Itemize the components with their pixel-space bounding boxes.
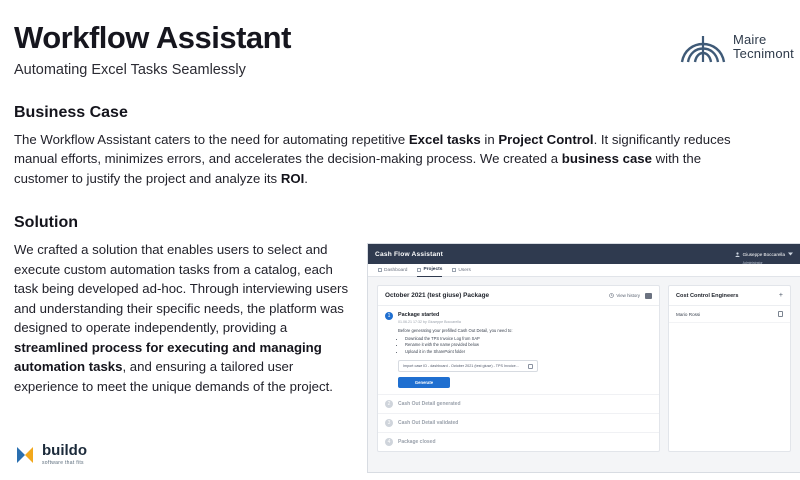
user-menu[interactable] [735, 243, 793, 265]
step-3-title: Cash Out Detail validated [398, 420, 459, 427]
projects-icon [417, 268, 421, 272]
tab-dashboard[interactable] [378, 268, 407, 273]
view-history-label: View history [616, 293, 640, 298]
generate-button[interactable]: Generate [398, 377, 450, 388]
solution-heading: Solution [14, 214, 78, 232]
step-4-index: 4 [385, 438, 393, 446]
company-logo [680, 30, 794, 64]
cost-control-title: Cost Control Engineers [676, 292, 739, 299]
step-2-index: 2 [385, 400, 393, 408]
step-1-bullet-1: • Download the TPS Invoice Log from SAP [405, 336, 538, 343]
step-1-bullet-2: • Rename it with the name provided below [405, 342, 538, 349]
users-icon [452, 268, 456, 272]
step-1-bullet-3: • Upload it in the SharePoint folder [405, 349, 538, 356]
panel-empty-space [669, 323, 790, 385]
dashboard-icon [378, 268, 382, 272]
step-1-index: 1 [385, 312, 393, 320]
engineer-row [669, 306, 790, 323]
delete-icon[interactable] [778, 311, 783, 317]
app-tabs [368, 264, 800, 277]
file-name-value: Import case ID - dashboard - October 2021 (test giuse) - TPS Invoice... [403, 364, 519, 369]
package-step-1 [378, 306, 659, 395]
tab-dashboard-label: Dashboard [384, 267, 408, 273]
page-title: Workflow Assistant [14, 20, 291, 55]
tab-users[interactable] [452, 268, 471, 273]
step-1-bullets [405, 336, 538, 356]
view-history-link[interactable] [609, 293, 640, 298]
tab-users-label: Users [458, 267, 471, 273]
package-header [378, 286, 659, 306]
logo-line-1: Maire [732, 31, 767, 47]
folder-icon[interactable] [645, 293, 652, 299]
package-step-2 [378, 395, 659, 414]
tab-projects[interactable] [417, 264, 442, 277]
package-panel [377, 285, 660, 452]
user-role: Administrator [742, 261, 763, 265]
logo-line-2: Tecnimont [732, 46, 794, 61]
step-1-timestamp: 01.06.21 17:32 by Giuseppe Boccarella [398, 319, 461, 324]
attachment-icon[interactable] [528, 364, 533, 369]
step-1-note: Before generating your prefilled Cash Out Detail, you need to: [398, 327, 513, 333]
user-icon [735, 252, 740, 257]
buildo-logo [14, 443, 87, 466]
app-topbar [368, 244, 800, 264]
step-1-title: Package started [398, 312, 440, 318]
step-3-index: 3 [385, 419, 393, 427]
business-case-paragraph: The Workflow Assistant caters to the need for automating repetitive Excel tasks in Project Control. It significantly reduces manual efforts, minimizes errors, and accelerates the decision-making process. We created a business case with the customer to justify the project and analyze its ROI. [14, 131, 731, 186]
cost-control-panel [668, 285, 791, 452]
user-name: Giuseppe Boccarella [742, 252, 785, 257]
step-2-title: Cash Out Detail generated [398, 401, 461, 408]
buildo-tagline: software that fits [42, 460, 84, 466]
tab-projects-label: Projects [423, 267, 443, 272]
history-icon [609, 293, 614, 298]
buildo-name: buildo [42, 442, 87, 459]
package-step-3 [378, 414, 659, 433]
app-title: Cash Flow Assistant [375, 250, 444, 258]
step-4-title: Package closed [398, 439, 436, 446]
app-body [368, 277, 800, 460]
maire-tecnimont-arch-logo [680, 30, 726, 64]
package-step-4 [378, 433, 659, 451]
package-title: October 2021 (test giuse) Package [385, 292, 490, 299]
buildo-mark-icon [14, 444, 36, 466]
page-subtitle: Automating Excel Tasks Seamlessly [14, 61, 246, 78]
engineer-name: Mario Rossi [676, 311, 701, 317]
add-engineer-button[interactable]: + [778, 292, 783, 299]
file-name-input[interactable] [398, 360, 538, 372]
product-screenshot [367, 243, 800, 473]
solution-paragraph: We crafted a solution that enables users to select and execute custom automation tasks from a catalog, each task being developed ad-hoc. Through interviewing users and understanding their specific needs, the platform was designed to operate independently, providing a streamlined process for executing and managing automation tasks, and ensuring a tailored user experience to meet the unique demands of the project. [14, 242, 349, 394]
chevron-down-icon [788, 252, 793, 256]
cost-control-header [669, 286, 790, 306]
business-case-heading: Business Case [14, 103, 128, 121]
